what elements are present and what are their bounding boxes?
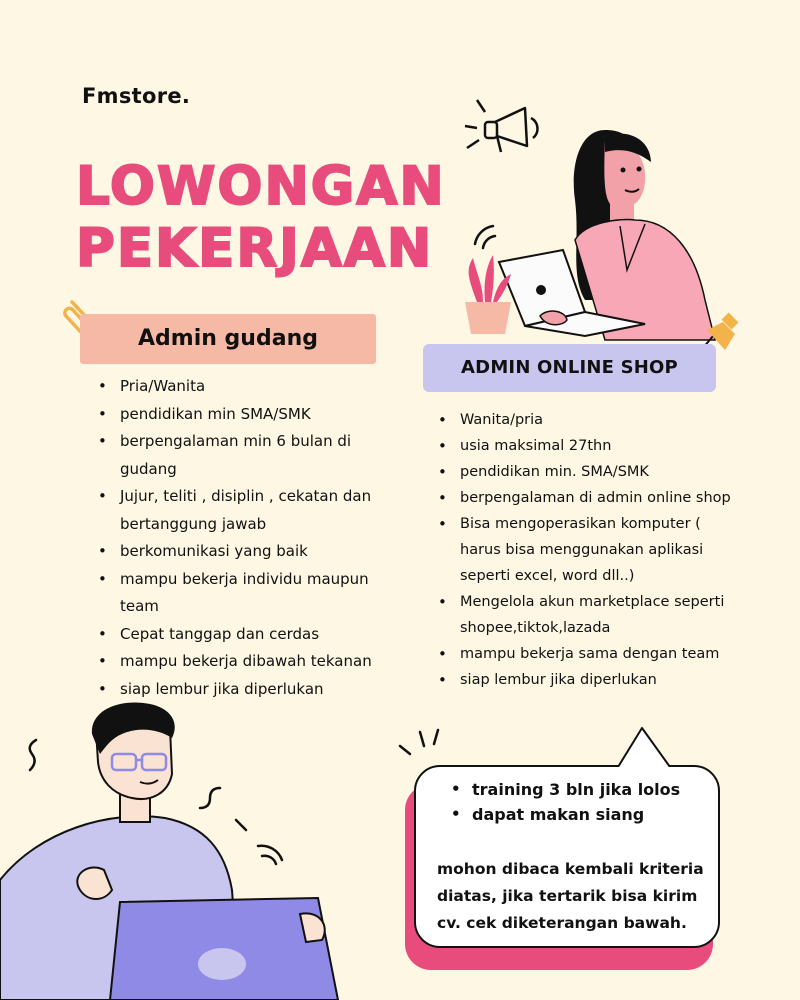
list-item: • mampu bekerja individu maupun team (97, 566, 397, 621)
megaphone-icon (465, 100, 537, 152)
list-item: • berpengalaman di admin online shop (437, 485, 737, 511)
list-item: • mampu bekerja dibawah tekanan (97, 648, 397, 676)
list-item: • Mengelola akun marketplace seperti shopee,tiktok,lazada (437, 589, 737, 641)
title-line-2: PEKERJAAN (76, 218, 434, 279)
signal-icon (475, 226, 495, 248)
list-item: • usia maksimal 27thn (437, 433, 737, 459)
list-item: • Jujur, teliti , disiplin , cekatan dan bertanggung jawab (97, 483, 397, 538)
position-heading-admin-gudang: Admin gudang (138, 326, 318, 351)
list-item: • berpengalaman min 6 bulan di gudang (97, 428, 397, 483)
list-item: • pendidikan min SMA/SMK (97, 401, 397, 429)
requirements-list-admin-online-shop (437, 407, 737, 693)
position-heading-admin-online-shop: ADMIN ONLINE SHOP (461, 357, 678, 378)
man-tablet-illustration (0, 690, 400, 1000)
requirements-list-admin-gudang (97, 373, 397, 703)
woman-laptop-illustration (455, 90, 755, 350)
list-item: • siap lembur jika diperlukan (437, 667, 737, 693)
list-item: • berkomunikasi yang baik (97, 538, 397, 566)
list-item: • dapat makan siang (450, 802, 710, 827)
list-item: • mampu bekerja sama dengan team (437, 641, 737, 667)
list-item: • Wanita/pria (437, 407, 737, 433)
list-item: • Pria/Wanita (97, 373, 397, 401)
signal-icon (258, 846, 282, 864)
list-item: • pendidikan min. SMA/SMK (437, 459, 737, 485)
list-item: • Cepat tanggap dan cerdas (97, 621, 397, 649)
speech-bubble-tail (596, 724, 716, 784)
brand-name: Fmstore. (82, 84, 191, 108)
application-note: mohon dibaca kembali kriteria diatas, jika tertarik bisa kirim cv. cek diketerangan bawah. (437, 860, 704, 932)
benefits-list (450, 777, 710, 827)
list-item: • training 3 bln jika lolos (450, 777, 710, 802)
burst-lines-decoration (392, 726, 452, 768)
title-line-1: LOWONGAN (76, 156, 446, 217)
list-item: • Bisa mengoperasikan komputer ( harus bisa menggunakan aplikasi seperti excel, word dll..) (437, 511, 737, 589)
list-item: • siap lembur jika diperlukan (97, 676, 397, 704)
